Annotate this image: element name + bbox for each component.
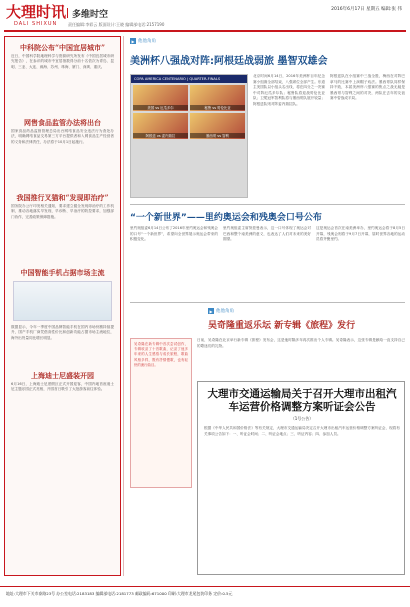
tag-icon: ▶ bbox=[209, 308, 213, 314]
notice-title: 大理市交通运输局关于召开大理市出租汽车运营价格调整方案听证会公告 bbox=[207, 388, 397, 413]
left-item-title: 中国智能手机占据市场主流 bbox=[20, 268, 105, 277]
copa-america-photo bbox=[130, 74, 248, 198]
footer-text: 地址:大理市下关市泰路23号 办公室电话:2183183 编辑部电话:2181773 邮政编码:671000 印刷:大理市龙尾包装印务 定价:0.5元 bbox=[6, 591, 233, 596]
left-item-title: 上海迪士尼盛装开园 bbox=[31, 371, 94, 380]
book-excerpt-text: 吴奇隆在新专辑中首次尝试创作，专辑收录了十首歌曲，记录了他多年来的人生感悟与成长旅程，歌曲风格多样，既有抒情慢歌，也有轻快的流行曲目。 bbox=[134, 342, 188, 367]
masthead-rule bbox=[4, 30, 406, 32]
section-tag: ▶ 他他角角 bbox=[209, 308, 234, 314]
masthead bbox=[0, 0, 410, 30]
masthead-info: 责任编辑:李彩云 版面设计:王晓 编辑部电话:2157190 bbox=[68, 22, 165, 27]
left-item-title: 网售食品监管办法将出台 bbox=[24, 118, 101, 127]
tag-icon: ▶ bbox=[131, 38, 135, 44]
match-card: 美国 vs 厄瓜多尔 bbox=[133, 85, 188, 111]
book-excerpt-box bbox=[130, 338, 192, 488]
logo-subtitle: DALI SHIXUN bbox=[14, 21, 58, 27]
newspaper-logo: 大理时讯 bbox=[6, 3, 67, 21]
article-headline: 美洲杯八强战对阵:阿根廷战弱旅 墨智双雄会 bbox=[130, 56, 328, 67]
article-headline: 吴奇隆重返乐坛 新专辑《旅程》发行 bbox=[208, 321, 356, 331]
left-item-text: 数据显示，今年一季度中国品牌智能手机在国内市场份额持续提升，国产手机厂商凭借高性价比和创新功能占据市场主流地位，海外出货量同比增长明显。 bbox=[11, 325, 114, 340]
page-footer bbox=[0, 586, 410, 607]
public-notice bbox=[197, 381, 405, 575]
article-text: 北京时间6月14日，2016年美洲杯百年纪念赛小组赛全部结束，八强席位全部产生。东道主美国队以小组头名出线，将在四分之一决赛中对阵厄瓜多尔队；秘鲁队将迎战哥伦比亚队；卫冕冠军智利队将与墨西哥队展开较量；阿根廷队则对阵委内瑞拉队。 bbox=[253, 74, 325, 106]
article-headline: “一个新世界”——里约奥运会和残奥会口号公布 bbox=[130, 213, 322, 223]
masthead-date: 2016年6月17日 星期五 编辑:张 伟 bbox=[331, 7, 402, 12]
left-item-text: 6月16日，上海迪士尼度假区正式开园迎客，中国内地首座迪士尼主题乐园正式亮相，开园首日吸引了大批游客前往体验。 bbox=[11, 382, 114, 392]
left-item-text: 近日，中国科学院地理科学与资源研究所发布《中国宜居城市研究报告》，在参评的城市中宜居指数得分前十名依次为青岛、昆明、三亚、大连、威海、苏州、珠海、厦门、深圳、重庆。 bbox=[11, 54, 114, 69]
article-text: 里约奥组委6月14日公布了2016年里约奥运会和残奥会的口号“一个新世界”，希望向全世界展示奥运会带来的积极变化。 bbox=[130, 226, 218, 242]
section-tag: ▶ 他他角角 bbox=[131, 38, 156, 44]
left-news-column bbox=[4, 36, 121, 576]
article-text: 里约奥组委主席努兹曼表示，这一口号体现了奥运会对巴西和整个南美洲的意义，也表达了人们对未来的美好期望。 bbox=[223, 226, 311, 242]
notice-text: 根据《中华人民共和国价格法》等有关规定，大理市交通运输局决定召开大理市出租汽车运营价格调整方案听证会，现将有关事项公告如下：一、听证会时间；二、听证会地点；三、听证内容；四、参加人员。 bbox=[204, 426, 400, 436]
smartphone-photo bbox=[13, 281, 112, 321]
left-item-title: 我国推行叉猫和“发现即治疗” bbox=[16, 193, 109, 202]
notice-number: （1号公告） bbox=[290, 416, 314, 421]
photo-header: COPA AMERICA CENTENARIO | QUARTER-FINALS bbox=[131, 75, 247, 83]
match-card: 墨西哥 vs 智利 bbox=[190, 113, 245, 139]
article-text: 阿根廷队在小组赛中三战全胜，梅西在对阵巴拿马的比赛中上演帽子戏法。墨西哥队同样保持不败，本届美洲杯八强赛的焦点之战无疑是墨西哥与智利之间的对决，两队在去年的友谊赛中曾战成平局。 bbox=[330, 74, 405, 101]
masthead-divider bbox=[67, 8, 68, 18]
match-card: 阿根廷 vs 委内瑞拉 bbox=[133, 113, 188, 139]
section-title: 多维时空 bbox=[72, 10, 109, 20]
article-text: 日前，吴奇隆在北京举行新专辑《旅程》发布会，这是他时隔多年再次推出个人专辑。吴奇隆表示，这张专辑是献给一直支持自己的歌迷们的礼物。 bbox=[197, 338, 405, 348]
left-item-title: 中科院公布“中国宜居城市” bbox=[19, 43, 106, 52]
column-divider bbox=[123, 36, 124, 576]
divider bbox=[130, 204, 405, 205]
left-item-text: 国务院办公厅印发相关通知，要求建立健全发现即治疗的工作机制，推动各地落实早发现、早诊断、早治疗的防控要求，加强部门协作，完善政策保障措施。 bbox=[11, 204, 114, 219]
divider bbox=[130, 302, 405, 303]
left-item-text: 国家食品药品监督管理总局出台网络食品安全违法行为查处办法，明确网络食品交易第三方平台提供者和入网食品生产经营者的义务和法律责任，办法将于10月1日起施行。 bbox=[11, 129, 114, 144]
article-text: 这是奥运会首次在南美洲举办，里约奥运会将于8月5日开幕，残奥会则将于9月7日开幕，届时世界各地的运动员将齐聚里约。 bbox=[316, 226, 405, 242]
match-card: 秘鲁 vs 哥伦比亚 bbox=[190, 85, 245, 111]
